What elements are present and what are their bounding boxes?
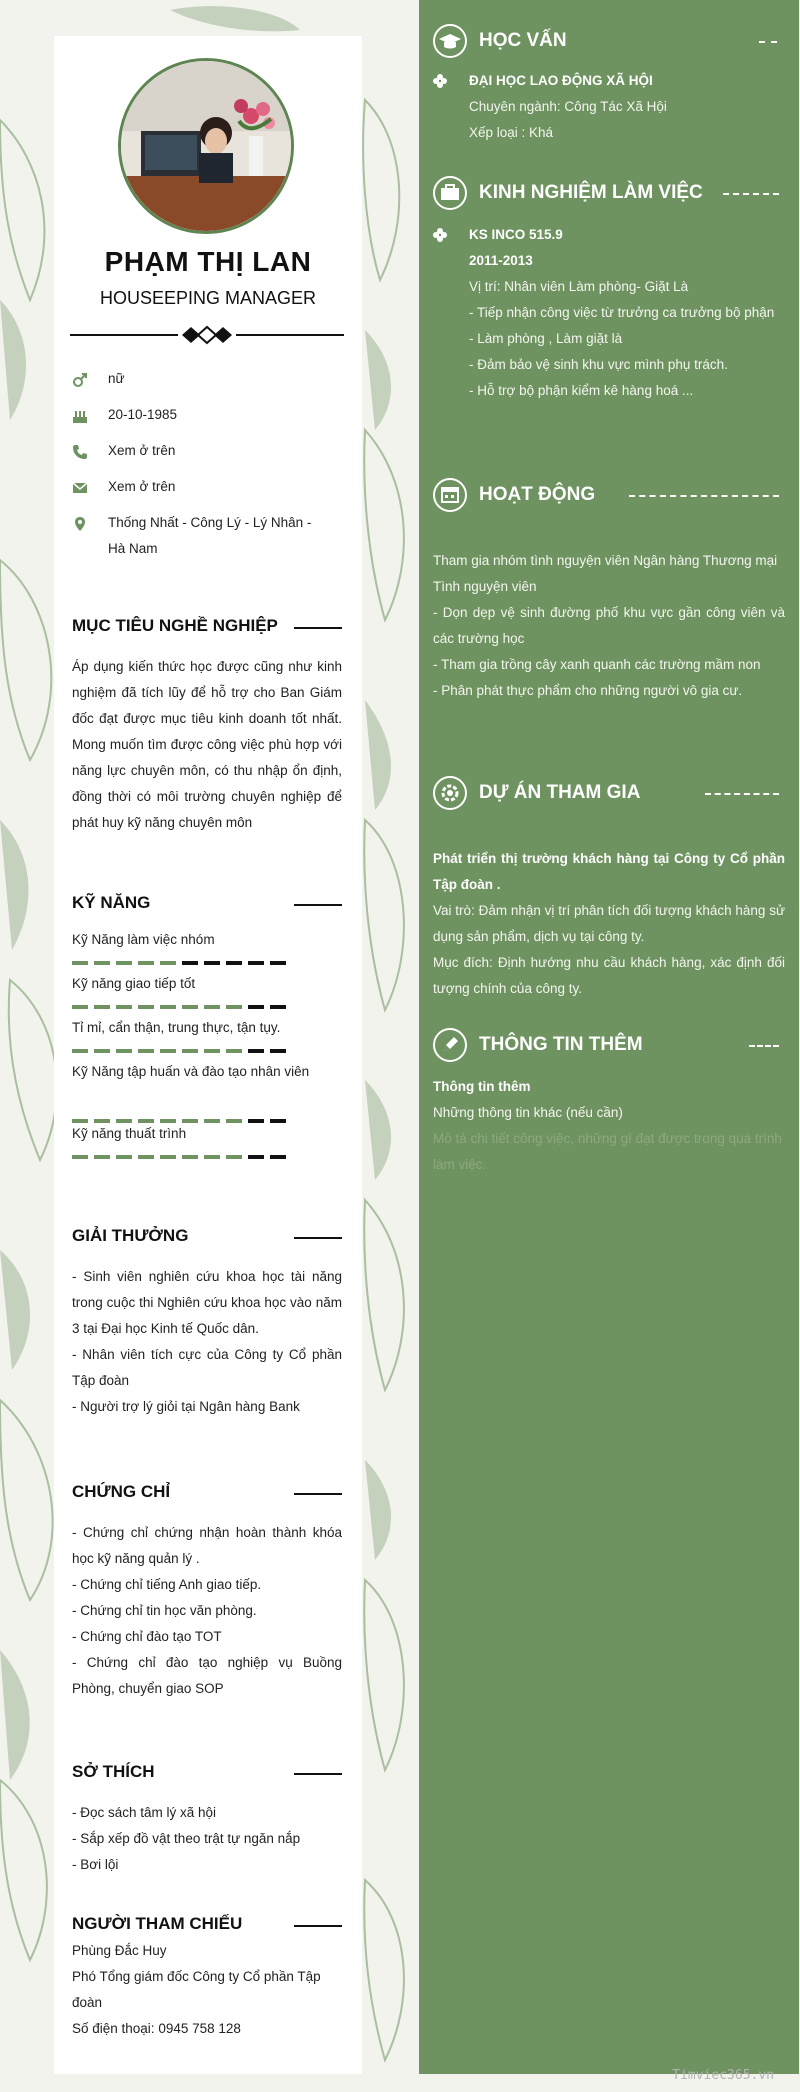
section-title: NGƯỜI THAM CHIẾU xyxy=(72,1914,243,1933)
list-item: - Người trợ lý giỏi tại Ngân hàng Bank xyxy=(72,1399,300,1414)
section-dash xyxy=(749,1045,779,1047)
list-item: - Sinh viên nghiên cứu khoa học tài năng trong cuộc thi Nghiên cứu khoa học vào năm 3 tại Đại học Kinh tế Quốc dân. xyxy=(72,1269,342,1336)
section-dash xyxy=(759,41,777,43)
skill-segment xyxy=(182,961,198,965)
skill-name: Kỹ Năng tập huấn và đào tạo nhân viên xyxy=(72,1064,310,1079)
section-line xyxy=(294,1925,342,1927)
grade: Xếp loại : Khá xyxy=(469,125,554,140)
skill-segment xyxy=(226,1049,242,1053)
list-item: - Chứng chỉ đào tạo nghiệp vụ Buồng Phòng, chuyển giao SOP xyxy=(72,1655,342,1696)
skill-segment xyxy=(116,1005,132,1009)
section-education-header xyxy=(433,24,785,62)
list-item: - Chứng chỉ tin học văn phòng. xyxy=(72,1603,257,1618)
flower-icon xyxy=(433,228,447,242)
project-name: Phát triển thị trường khách hàng tại Công ty Cổ phần Tập đoàn . xyxy=(433,851,785,892)
left-column xyxy=(54,36,362,2074)
section-title: GIẢI THƯỞNG xyxy=(72,1226,189,1245)
list-item: - Tham gia trồng cây xanh quanh các trường mầm non xyxy=(433,657,761,672)
skill-segment xyxy=(248,1155,264,1159)
section-dash xyxy=(705,793,779,795)
skill-segment xyxy=(270,1155,286,1159)
work-period: 2011-2013 xyxy=(469,253,533,268)
list-item: Tình nguyện viên xyxy=(433,579,537,594)
skill-segment xyxy=(204,1005,220,1009)
section-title: KỸ NĂNG xyxy=(72,893,151,912)
section-line xyxy=(294,904,342,906)
list-item: - Làm phòng , Làm giặt là xyxy=(469,331,623,346)
section-title: KINH NGHIỆM LÀM VIỆC xyxy=(479,182,703,203)
project-goal: Mục đích: Định hướng nhu cầu khách hàng, xác định đối tượng chính của công ty. xyxy=(433,955,785,996)
reference-position: Phó Tổng giám đốc Công ty Cổ phần Tập đoàn xyxy=(72,1969,321,2010)
skill-segment xyxy=(248,1049,264,1053)
skill-segment xyxy=(270,1005,286,1009)
extra-content xyxy=(433,1074,785,1178)
skill-segment xyxy=(138,961,154,965)
section-experience-header xyxy=(433,176,785,214)
reference-phone: Số điện thoại: 0945 758 128 xyxy=(72,2021,241,2036)
skill-segment xyxy=(94,1155,110,1159)
skill-level-bar xyxy=(72,961,296,965)
divider-ornament xyxy=(70,324,344,346)
info-address xyxy=(72,510,362,562)
skill-segment xyxy=(94,961,110,965)
education-content xyxy=(433,68,785,146)
skill-segment xyxy=(160,1049,176,1053)
section-line xyxy=(294,1773,342,1775)
skill-segment xyxy=(226,1155,242,1159)
skill-segment xyxy=(94,1005,110,1009)
section-title: DỰ ÁN THAM GIA xyxy=(479,782,641,803)
section-extra-header xyxy=(433,1028,785,1066)
skill-segment xyxy=(204,1049,220,1053)
list-item: - Bơi lội xyxy=(72,1857,119,1872)
major: Chuyên ngành: Công Tác Xã Hội xyxy=(469,99,667,114)
skill-name: Tỉ mỉ, cẩn thận, trung thực, tận tụy. xyxy=(72,1020,281,1035)
skill-segment xyxy=(226,961,242,965)
envelope-icon xyxy=(72,480,88,496)
skill-name: Kỹ Năng làm việc nhóm xyxy=(72,932,215,947)
gear-icon xyxy=(433,776,467,810)
skill-segment xyxy=(160,961,176,965)
work-position: Vị trí: Nhân viên Làm phòng- Giặt Là xyxy=(469,279,689,294)
flower-icon xyxy=(433,74,447,88)
list-item: - Sắp xếp đồ vật theo trật tự ngăn nắp xyxy=(72,1831,301,1846)
skill-level-bar xyxy=(72,1005,296,1009)
skill-segment xyxy=(72,1155,88,1159)
objective-text: Áp dụng kiến thức học được cũng như kinh nghiệm đã tích lũy để hỗ trợ cho Ban Giám đốc đạt được mục tiêu kinh doanh tốt nhất. Mong muốn tìm được công việc phù hợp với năng lực chuyên môn, có thu nhập ổn định, đồng thời có môi trường chuyên nghiệp để phát huy kỹ năng chuyên môn xyxy=(72,659,342,830)
list-item: - Đọc sách tâm lý xã hội xyxy=(72,1805,217,1820)
list-item: - Chứng chỉ tiếng Anh giao tiếp. xyxy=(72,1577,262,1592)
skill-segment xyxy=(138,1155,154,1159)
activities-content xyxy=(433,548,785,704)
list-item: - Dọn dẹp vệ sinh đường phố khu vực gần công viên và các trường học xyxy=(433,605,785,646)
skill-segment xyxy=(72,1005,88,1009)
skill-segment xyxy=(270,961,286,965)
skill-segment xyxy=(182,1155,198,1159)
section-title: MỤC TIÊU NGHỀ NGHIỆP xyxy=(72,616,278,635)
skill-segment xyxy=(226,1005,242,1009)
section-title: HỌC VẤN xyxy=(479,30,567,51)
project-role: Vai trò: Đảm nhận vị trí phân tích đối tượng khách hàng sử dụng sản phẩm, dịch vụ tại công ty. xyxy=(433,903,785,944)
skill-segment xyxy=(138,1049,154,1053)
full-name: PHẠM THỊ LAN xyxy=(104,246,312,277)
cake-icon xyxy=(72,408,88,424)
section-dash xyxy=(629,495,779,497)
job-title: HOUSEEPING MANAGER xyxy=(99,288,317,308)
skill-name: Kỹ năng giao tiếp tốt xyxy=(72,976,196,991)
list-item: - Đảm bảo vệ sinh khu vực mình phụ trách. xyxy=(469,357,728,372)
section-projects-header xyxy=(433,776,785,814)
birthday-value: 20-10-1985 xyxy=(108,407,178,422)
section-line xyxy=(294,1493,342,1495)
skill-segment xyxy=(72,961,88,965)
calendar-icon xyxy=(433,478,467,512)
skill-level-bar xyxy=(72,1155,296,1159)
section-dash xyxy=(723,193,779,195)
skill-level-bar xyxy=(72,1049,296,1053)
list-item: - Chứng chỉ đào tạo TOT xyxy=(72,1629,222,1644)
section-line xyxy=(294,1237,342,1239)
skill-segment xyxy=(116,961,132,965)
gender-value: nữ xyxy=(108,371,125,386)
skill-segment xyxy=(160,1155,176,1159)
phone-value: Xem ở trên xyxy=(108,443,176,458)
list-item: - Hỗ trợ bộ phận kiểm kê hàng hoá ... xyxy=(469,383,694,398)
skill-segment xyxy=(248,1005,264,1009)
skill-segment xyxy=(160,1005,176,1009)
extra-text: Những thông tin khác (nếu cần) xyxy=(433,1105,623,1120)
skill-name: Kỹ năng thuất trình xyxy=(72,1126,187,1141)
skill-segment xyxy=(116,1049,132,1053)
email-value: Xem ở trên xyxy=(108,479,176,494)
list-item: - Tiếp nhận công việc từ trưởng ca trưởng bộ phận xyxy=(469,305,775,320)
section-line xyxy=(294,627,342,629)
skill-segment xyxy=(182,1005,198,1009)
section-title: THÔNG TIN THÊM xyxy=(479,1034,643,1055)
section-title: HOẠT ĐỘNG xyxy=(479,484,596,505)
skill-segment xyxy=(204,1155,220,1159)
address-value: Thống Nhất - Công Lý - Lý Nhân - Hà Nam xyxy=(108,515,312,556)
skill-segment xyxy=(204,961,220,965)
gender-icon xyxy=(72,372,88,388)
company-name: KS INCO 515.9 xyxy=(469,227,563,242)
projects-content xyxy=(433,846,785,1002)
skill-segment xyxy=(116,1155,132,1159)
section-title: CHỨNG CHỈ xyxy=(72,1482,171,1501)
skill-segment xyxy=(94,1049,110,1053)
avatar xyxy=(118,58,294,234)
list-item: Tham gia nhóm tình nguyện viên Ngân hàng Thương mại xyxy=(433,553,778,568)
list-item: - Chứng chỉ chứng nhận hoàn thành khóa học kỹ năng quản lý . xyxy=(72,1525,342,1566)
experience-content xyxy=(433,222,785,404)
pen-icon xyxy=(433,1028,467,1062)
section-title: SỞ THÍCH xyxy=(72,1762,155,1781)
skill-segment xyxy=(248,961,264,965)
location-pin-icon xyxy=(72,516,88,532)
watermark: Timviec365.vn xyxy=(672,2068,774,2083)
skill-segment xyxy=(270,1049,286,1053)
briefcase-icon xyxy=(433,176,467,210)
skill-segment xyxy=(138,1005,154,1009)
extra-heading: Thông tin thêm xyxy=(433,1079,531,1094)
reference-name: Phùng Đắc Huy xyxy=(72,1943,167,1958)
skill-segment xyxy=(72,1049,88,1053)
right-column xyxy=(419,0,799,2074)
section-activities-header xyxy=(433,478,785,516)
extra-placeholder: Mô tả chi tiết công việc, những gì đạt được trong quá trình làm việc. xyxy=(433,1131,782,1172)
list-item: - Phân phát thực phẩm cho những người vô gia cư. xyxy=(433,683,743,698)
skill-segment xyxy=(182,1049,198,1053)
school-name: ĐẠI HỌC LAO ĐỘNG XÃ HỘI xyxy=(469,73,653,88)
graduation-cap-icon xyxy=(433,24,467,58)
list-item: - Nhân viên tích cực của Công ty Cổ phần Tập đoàn xyxy=(72,1347,342,1388)
phone-icon xyxy=(72,444,88,460)
